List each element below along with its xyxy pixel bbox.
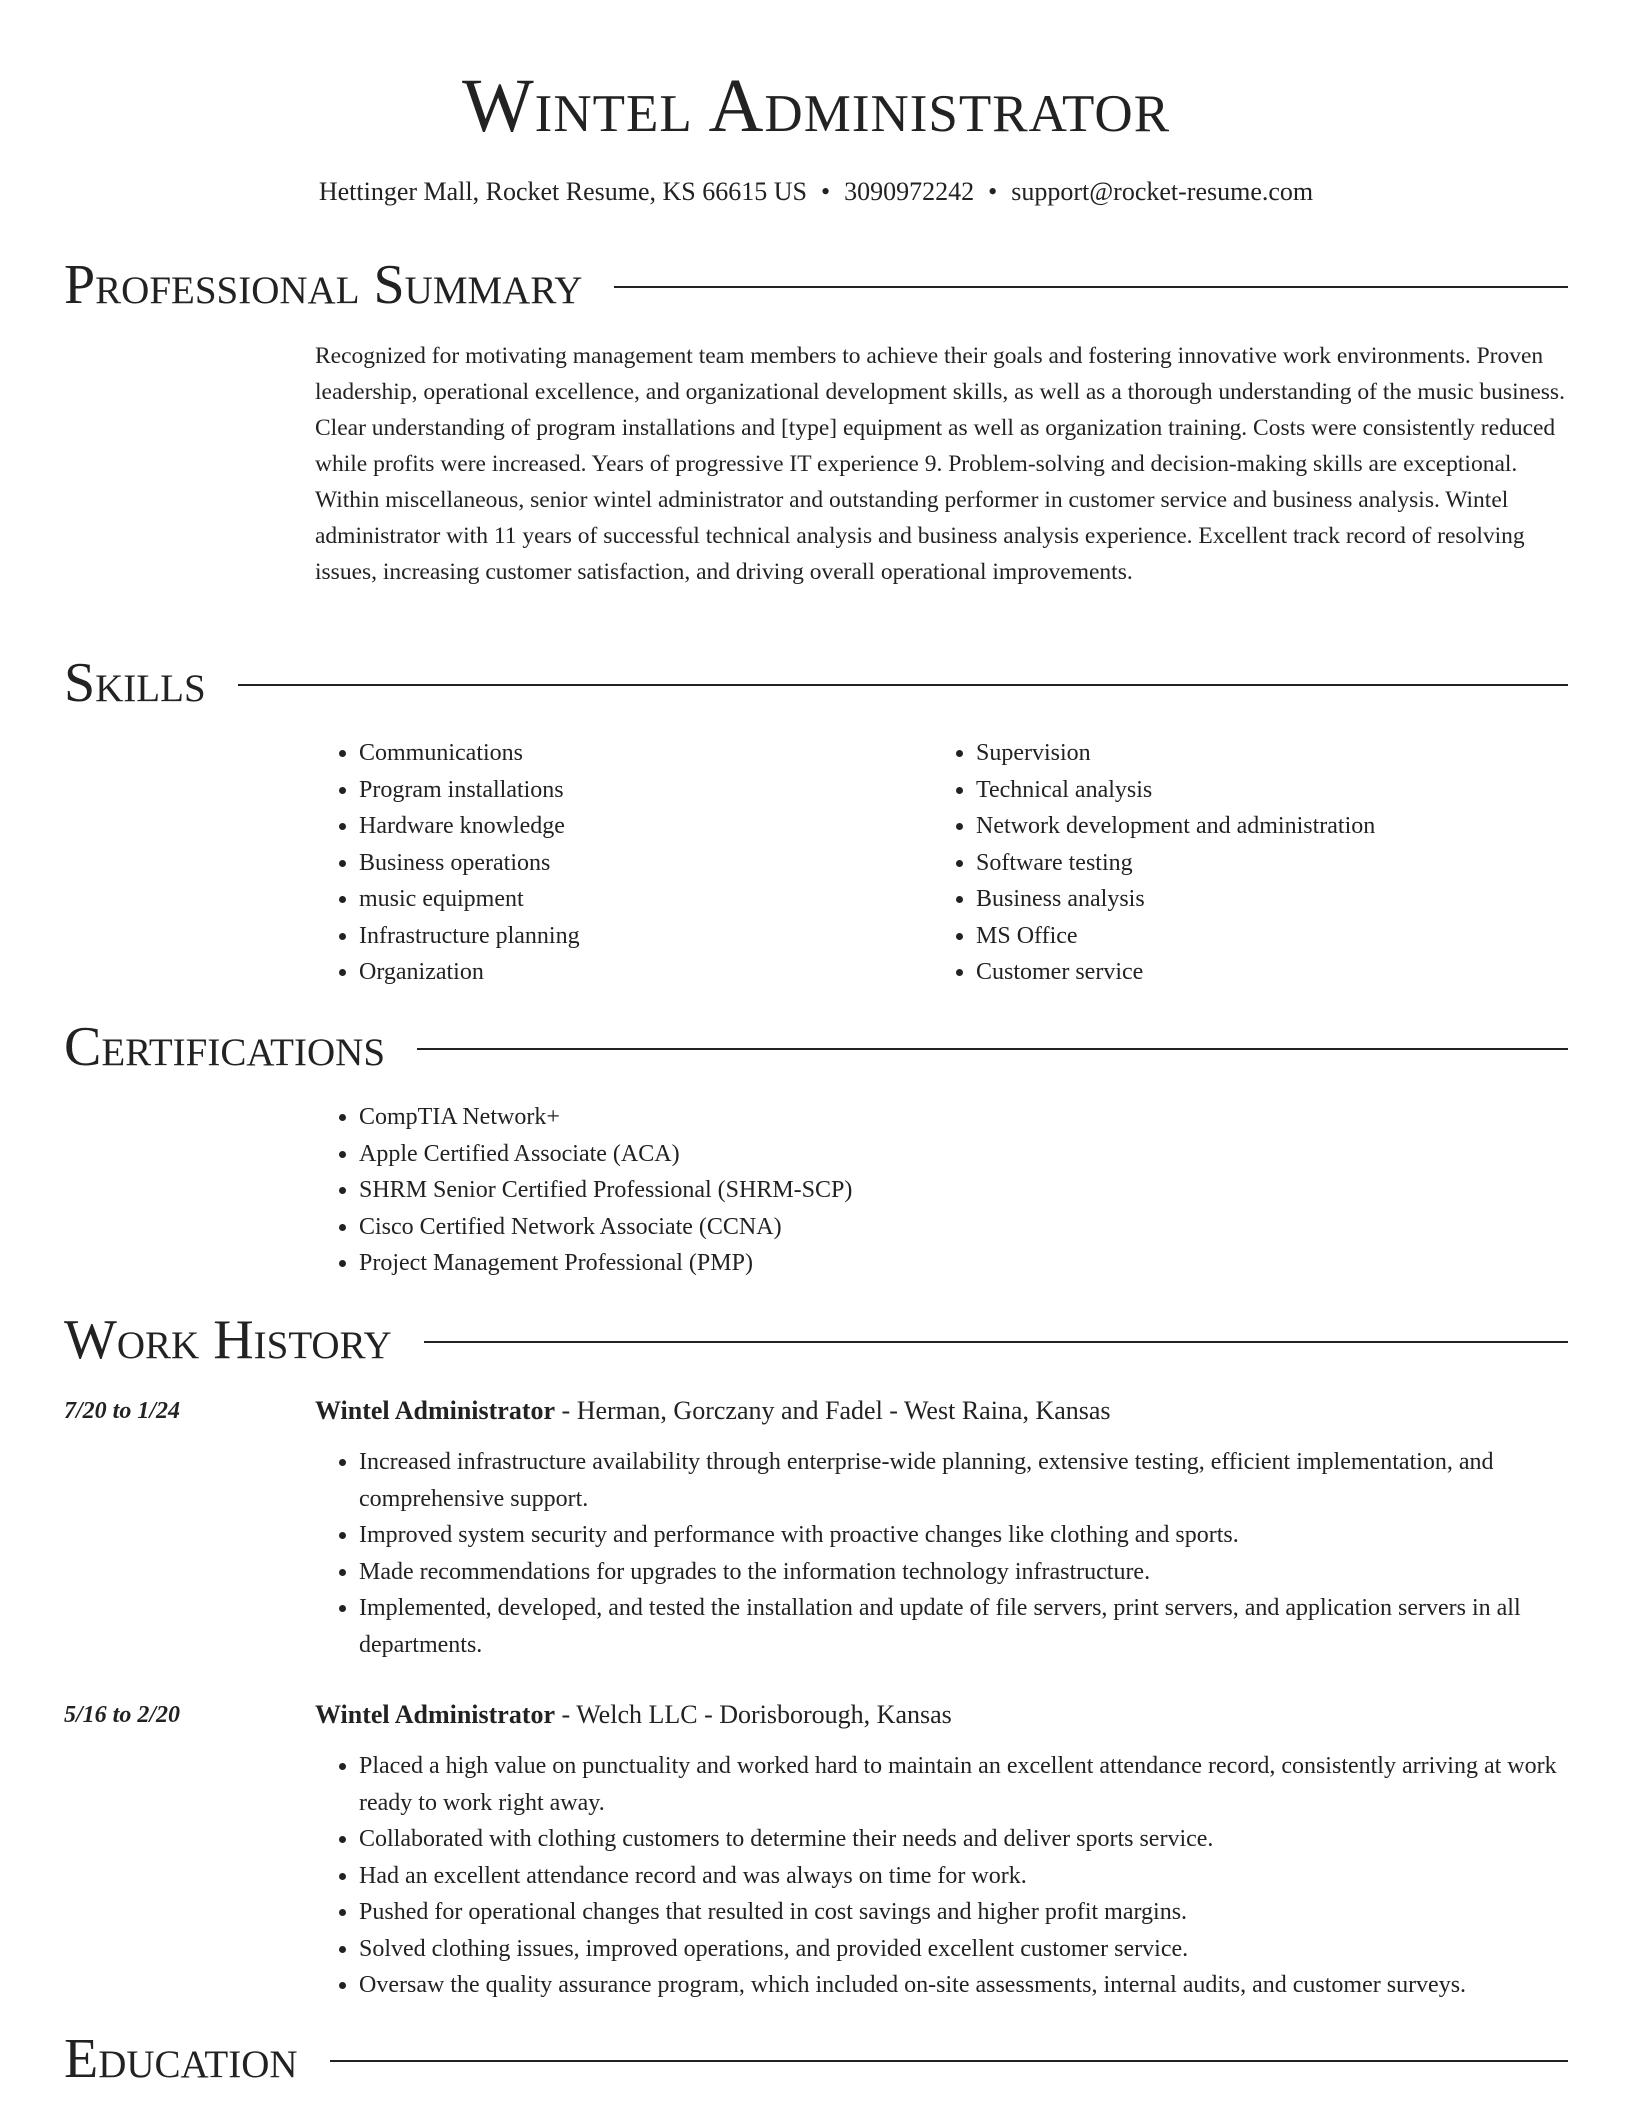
skills-list-right bbox=[932, 735, 1606, 991]
skill-item: • Network development and administration bbox=[976, 808, 1606, 845]
skill-item: • Infrastructure planning bbox=[359, 918, 919, 955]
summary-text: Recognized for motivating management team members to achieve their goals and fostering innovative work environments. Proven leadership, operational excellence, and organizational development skills, as well as a thorough understanding of the music business. Clear understanding of program installations and [type] equipment as well as organization training. Costs were consistently reduced while profits were increased. Years of progressive IT experience 9. Problem-solving and decision-making skills are exceptional. Within miscellaneous, senior wintel administrator and outstanding performer in customer service and business analysis. Wintel administrator with 11 years of successful technical analysis and business analysis experience. Excellent track record of resolving issues, increasing customer satisfaction, and driving overall operational improvements. bbox=[315, 343, 1565, 585]
contact-separator: • bbox=[821, 177, 831, 206]
section-divider bbox=[238, 684, 1568, 686]
job-title-line bbox=[315, 1697, 952, 1733]
skill-item: • Supervision bbox=[976, 735, 1606, 772]
certification-item: • Apple Certified Associate (ACA) bbox=[359, 1136, 1559, 1173]
certifications-heading: Certifications bbox=[64, 1016, 386, 1078]
job-bullets bbox=[315, 1748, 1614, 2004]
job-bullets bbox=[315, 1444, 1614, 1663]
job-details: - Welch LLC - Dorisborough, Kansas bbox=[555, 1700, 952, 1729]
skill-item: • Customer service bbox=[976, 954, 1606, 991]
job-details: - Herman, Gorczany and Fadel - West Raina, Kansas bbox=[555, 1396, 1111, 1425]
skill-item: • music equipment bbox=[359, 881, 919, 918]
skill-item: • MS Office bbox=[976, 918, 1606, 955]
certification-item: • Project Management Professional (PMP) bbox=[359, 1245, 1559, 1282]
job-title-line bbox=[315, 1393, 1111, 1429]
skill-item: • Software testing bbox=[976, 845, 1606, 882]
job-bullet: • Implemented, developed, and tested the installation and update of file servers, print servers, and application servers in all departments. bbox=[359, 1590, 1614, 1663]
contact-email: support@rocket-resume.com bbox=[1011, 177, 1314, 206]
work-heading: Work History bbox=[64, 1309, 392, 1371]
job-bullet: • Collaborated with clothing customers to determine their needs and deliver sports service. bbox=[359, 1821, 1614, 1858]
job-bullet: • Made recommendations for upgrades to the information technology infrastructure. bbox=[359, 1554, 1614, 1591]
job-bullet: • Improved system security and performance with proactive changes like clothing and sports. bbox=[359, 1517, 1614, 1554]
certifications-section-header bbox=[64, 1012, 1568, 1082]
skill-item: • Business analysis bbox=[976, 881, 1606, 918]
skill-item: • Hardware knowledge bbox=[359, 808, 919, 845]
skill-item: • Business operations bbox=[359, 845, 919, 882]
job-role: Wintel Administrator bbox=[315, 1700, 556, 1729]
skills-heading: Skills bbox=[64, 652, 206, 714]
contact-separator: • bbox=[988, 177, 998, 206]
contact-line bbox=[0, 174, 1632, 210]
certification-item: • Cisco Certified Network Associate (CCNA) bbox=[359, 1209, 1559, 1246]
contact-phone: 3090972242 bbox=[844, 177, 975, 206]
section-divider bbox=[417, 1048, 1568, 1050]
skill-item: • Program installations bbox=[359, 772, 919, 809]
work-section-header bbox=[64, 1305, 1568, 1375]
job-bullet: • Pushed for operational changes that resulted in cost savings and higher profit margins. bbox=[359, 1894, 1614, 1931]
education-heading: Education bbox=[64, 2028, 298, 2090]
summary-heading: Professional Summary bbox=[64, 254, 583, 316]
education-section-header bbox=[64, 2024, 1568, 2094]
job-bullet: • Placed a high value on punctuality and worked hard to maintain an excellent attendance record, consistently arriving at work ready to work right away. bbox=[359, 1748, 1614, 1821]
summary-section-header bbox=[64, 250, 1568, 320]
job-role: Wintel Administrator bbox=[315, 1396, 556, 1425]
skill-item: • Technical analysis bbox=[976, 772, 1606, 809]
contact-address: Hettinger Mall, Rocket Resume, KS 66615 US bbox=[318, 177, 808, 206]
skills-section-header bbox=[64, 648, 1568, 718]
skill-item: • Communications bbox=[359, 735, 919, 772]
job-bullet: • Increased infrastructure availability through enterprise-wide planning, extensive testing, efficient implementation, and comprehensive support. bbox=[359, 1444, 1614, 1517]
section-divider bbox=[614, 286, 1568, 288]
skill-item: • Organization bbox=[359, 954, 919, 991]
job-dates: 5/16 to 2/20 bbox=[64, 1702, 181, 1728]
job-bullet: • Had an excellent attendance record and was always on time for work. bbox=[359, 1858, 1614, 1895]
section-divider bbox=[330, 2060, 1568, 2062]
certifications-list bbox=[315, 1099, 1559, 1282]
certification-item: • CompTIA Network+ bbox=[359, 1099, 1559, 1136]
job-dates: 7/20 to 1/24 bbox=[64, 1398, 181, 1424]
section-divider bbox=[424, 1341, 1568, 1343]
certification-item: • SHRM Senior Certified Professional (SHRM-SCP) bbox=[359, 1172, 1559, 1209]
job-bullet: • Solved clothing issues, improved operations, and provided excellent customer service. bbox=[359, 1931, 1614, 1968]
resume-name: Wintel Administrator bbox=[461, 64, 1171, 148]
skills-list-left bbox=[315, 735, 919, 991]
job-bullet: • Oversaw the quality assurance program, which included on-site assessments, internal audits, and customer surveys. bbox=[359, 1967, 1614, 2004]
